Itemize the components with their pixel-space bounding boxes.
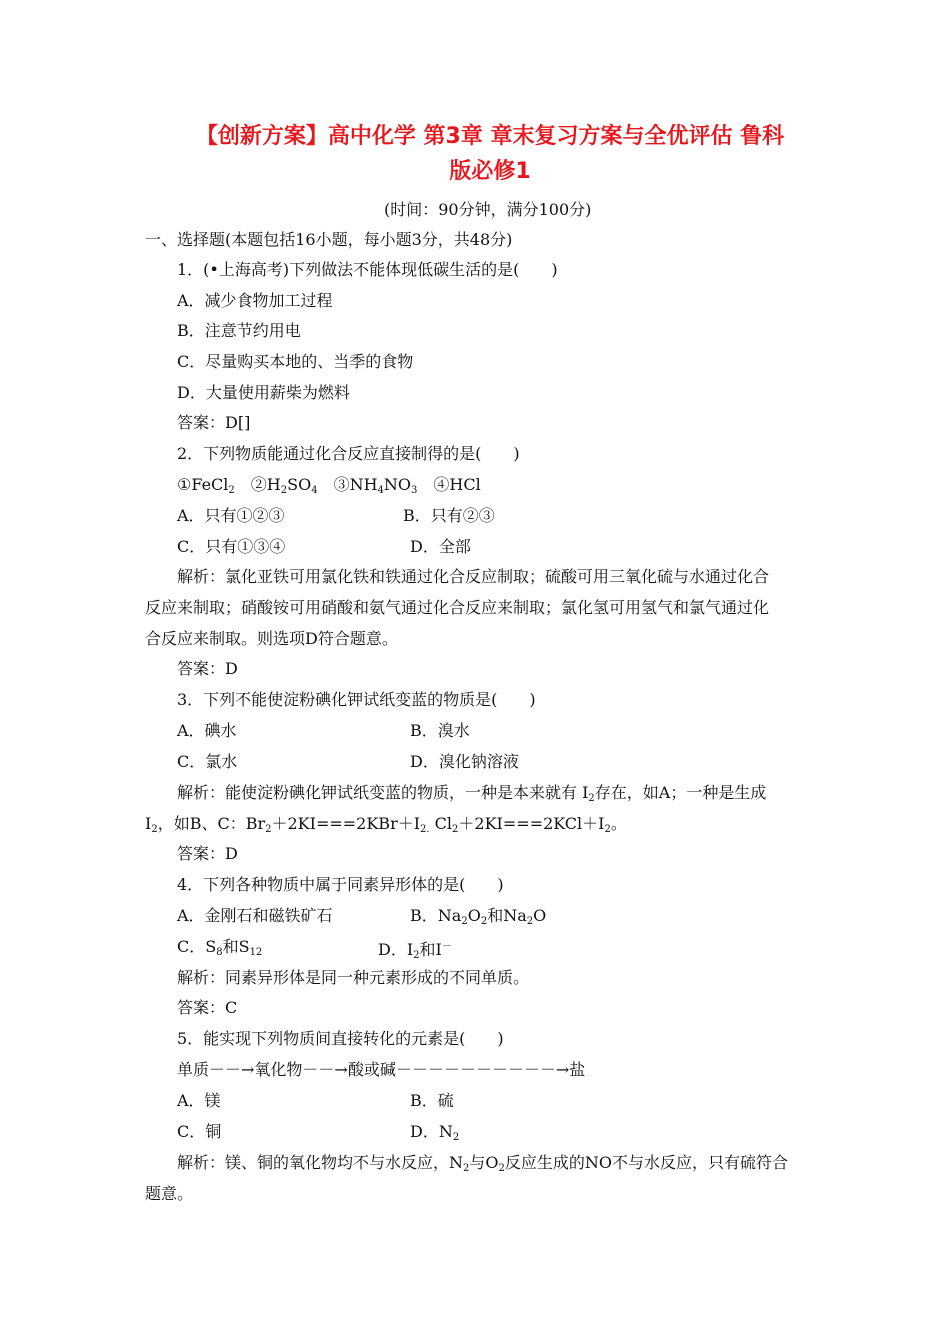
q2-option-b: B．只有②③ <box>403 506 495 525</box>
q3-analysis-line1: 解析：能使淀粉碘化钾试纸变蓝的物质，一种是本来就有 $I_2$存在，如A；一种是生成 <box>177 783 767 804</box>
q3-analysis-line2: $I_2$，如B、C：$Br_2+2KI===2KBr+I_{2.}$ $Cl_2+2KI===2KCl+I_2$。 <box>145 814 627 835</box>
q5-option-c: C．铜 <box>177 1122 222 1141</box>
q2-stem: 2．下列物质能通过化合反应直接制得的是( ) <box>177 444 520 463</box>
q4-analysis: 解析：同素异形体是同一种元素形成的不同单质。 <box>177 968 530 987</box>
q4-answer: 答案：C <box>177 998 238 1017</box>
q5-option-d: D．$N_2$ <box>410 1122 460 1143</box>
q1-answer: 答案：D[] <box>177 413 251 432</box>
q5-analysis-line1: 解析：镁、铜的氧化物均不与水反应，$N_2$与$O_2$反应生成的NO不与水反应，只有硫符合 <box>177 1153 789 1174</box>
q3-answer: 答案：D <box>177 844 238 863</box>
q1-option-c: C．尽量购买本地的、当季的食物 <box>177 352 414 371</box>
q5-option-b: B．硫 <box>410 1091 454 1110</box>
q4-option-c: C．$S_8$和$S_{12}$ <box>177 937 263 958</box>
q1-option-a: A．减少食物加工过程 <box>177 291 333 310</box>
q2-analysis-line2: 反应来制取；硝酸铵可用硝酸和氨气通过化合反应来制取；氯化氢可用氢气和氯气通过化 <box>145 598 770 617</box>
q4-stem: 4．下列各种物质中属于同素异形体的是( ) <box>177 875 504 894</box>
q3-option-d: D．溴化钠溶液 <box>410 752 519 771</box>
q5-stem: 5．能实现下列物质间直接转化的元素是( ) <box>177 1029 504 1048</box>
q1-option-b: B．注意节约用电 <box>177 321 301 340</box>
q2-option-d: D．全部 <box>410 537 471 556</box>
q2-answer: 答案：D <box>177 659 238 678</box>
q3-option-c: C．氯水 <box>177 752 238 771</box>
q1-stem: 1．(•上海高考)下列做法不能体现低碳生活的是( ) <box>177 260 558 279</box>
q3-option-b: B．溴水 <box>410 721 470 740</box>
q4-option-a: A．金刚石和磁铁矿石 <box>177 906 333 925</box>
exam-meta: (时间：90分钟，满分100分) <box>384 200 592 219</box>
q3-option-a: A．碘水 <box>177 721 237 740</box>
q5-analysis-line2: 题意。 <box>145 1184 194 1203</box>
q5-conversion-chain: 单质－－→氧化物－－→酸或碱－－－－－－－－－－→盐 <box>177 1060 586 1079</box>
q3-stem: 3．下列不能使淀粉碘化钾试纸变蓝的物质是( ) <box>177 690 536 709</box>
q2-option-a: A．只有①②③ <box>177 506 285 525</box>
document-title-line1: 【创新方案】高中化学 第3章 章末复习方案与全优评估 鲁科 <box>195 124 785 149</box>
q5-option-a: A．镁 <box>177 1091 221 1110</box>
q2-items: ①FeCl$_2$ $②H_2SO_4$ $③NH_4NO_3$ ④HCl <box>177 475 481 496</box>
q4-option-d: D．$I_2$和I－ <box>378 940 452 961</box>
q2-option-c: C．只有①③④ <box>177 537 286 556</box>
q4-option-b: B．$Na_2O_2$和$Na_2O$ <box>410 906 547 927</box>
q2-analysis-line1: 解析：氯化亚铁可用氯化铁和铁通过化合反应制取；硫酸可用三氧化硫与水通过化合 <box>177 567 770 586</box>
q2-analysis-line3: 合反应来制取。则选项D符合题意。 <box>145 629 398 648</box>
section-heading: 一、选择题(本题包括16小题，每小题3分，共48分) <box>145 230 513 249</box>
document-title-line2: 版必修1 <box>449 159 531 184</box>
q1-option-d: D．大量使用薪柴为燃料 <box>177 383 350 402</box>
